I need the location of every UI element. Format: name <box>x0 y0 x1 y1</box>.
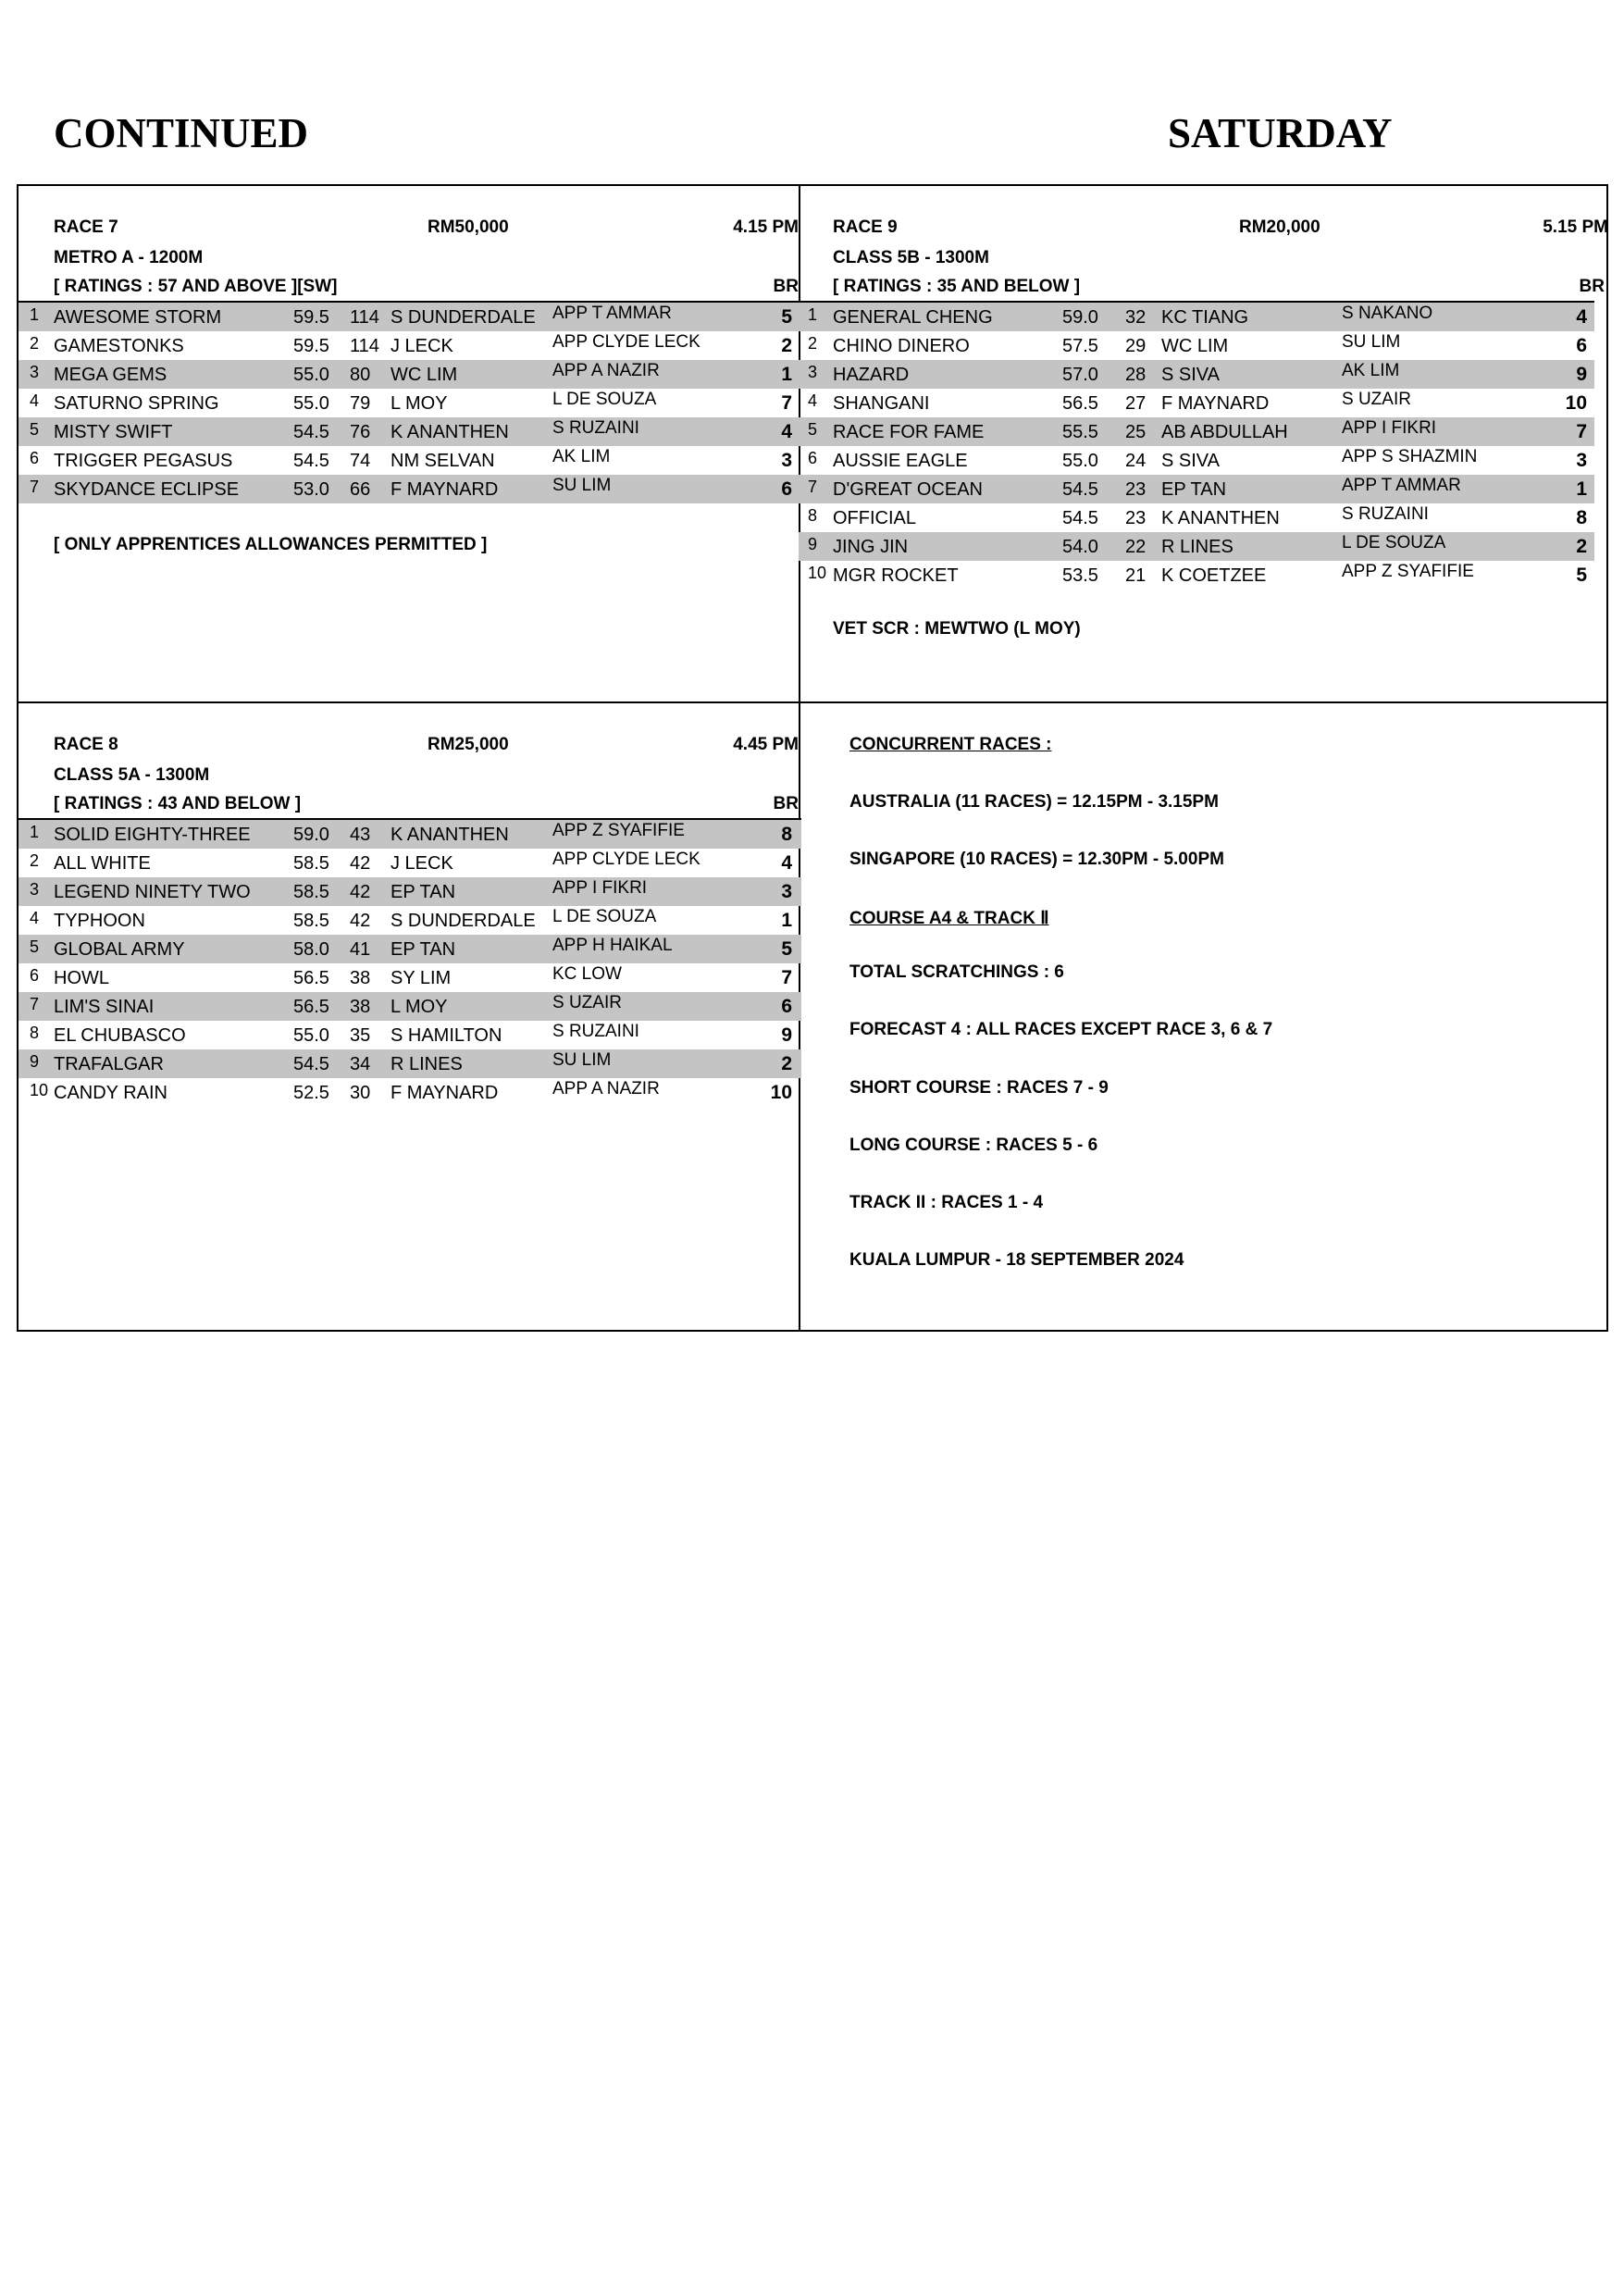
horse-name: MEGA GEMS <box>54 365 167 385</box>
horse-name: OFFICIAL <box>833 508 917 528</box>
jockey: R LINES <box>1161 537 1233 557</box>
barrier-header: BR <box>773 794 799 813</box>
track-info: TRACK II : RACES 1 - 4 <box>849 1193 1044 1212</box>
weight: 58.0 <box>293 939 329 960</box>
jockey: S HAMILTON <box>391 1025 502 1046</box>
entry-number: 2 <box>30 851 40 870</box>
weight: 56.5 <box>1062 393 1098 414</box>
barrier: 1 <box>1576 478 1587 500</box>
race-prize: RM20,000 <box>1239 217 1320 237</box>
entry-number: 6 <box>808 449 818 467</box>
horse-name: D'GREAT OCEAN <box>833 479 983 500</box>
trainer: APP I FIKRI <box>1342 418 1437 438</box>
horse-name: CANDY RAIN <box>54 1083 167 1103</box>
weight: 52.5 <box>293 1083 329 1103</box>
weight: 57.5 <box>1062 336 1098 356</box>
rating: 23 <box>1125 508 1147 528</box>
barrier: 7 <box>1576 421 1587 442</box>
meeting-info-panel <box>800 703 1608 1332</box>
barrier: 1 <box>781 364 792 385</box>
rating: 66 <box>350 479 371 500</box>
trainer: SU LIM <box>552 1050 612 1070</box>
horse-name: JING JIN <box>833 537 909 557</box>
barrier: 4 <box>781 852 792 874</box>
trainer: SU LIM <box>552 476 612 495</box>
entry-row <box>19 877 801 906</box>
race-ratings: [ RATINGS : 35 AND BELOW ] <box>833 277 1081 296</box>
weight: 58.5 <box>293 911 329 931</box>
horse-name: AUSSIE EAGLE <box>833 451 968 471</box>
barrier: 3 <box>1576 450 1587 471</box>
jockey: F MAYNARD <box>391 479 499 500</box>
jockey: WC LIM <box>1161 336 1229 356</box>
rating: 38 <box>350 968 371 988</box>
race-ratings: [ RATINGS : 43 AND BELOW ] <box>54 794 302 813</box>
barrier: 10 <box>1565 392 1587 414</box>
barrier: 5 <box>781 306 792 328</box>
entry-row <box>19 818 801 849</box>
weight: 58.5 <box>293 882 329 902</box>
entry-number: 5 <box>30 420 40 439</box>
entry-row <box>799 532 1594 561</box>
weight: 59.5 <box>293 336 329 356</box>
entry-row <box>19 1049 801 1078</box>
short-course-info: SHORT COURSE : RACES 7 - 9 <box>849 1078 1109 1098</box>
entries-list <box>799 301 1594 590</box>
rating: 114 <box>350 307 379 328</box>
total-scratchings: TOTAL SCRATCHINGS : 6 <box>849 962 1064 982</box>
jockey: KC TIANG <box>1161 307 1249 328</box>
race-ratings: [ RATINGS : 57 AND ABOVE ][SW] <box>54 277 338 296</box>
trainer: APP I FIKRI <box>552 878 648 898</box>
trainer: APP A NAZIR <box>552 361 660 380</box>
entry-number: 8 <box>30 1024 40 1042</box>
rating: 42 <box>350 853 371 874</box>
race-time: 5.15 PM <box>1543 217 1608 237</box>
rating: 79 <box>350 393 371 414</box>
jockey: EP TAN <box>391 939 456 960</box>
jockey: L MOY <box>391 393 448 414</box>
entry-row <box>19 992 801 1021</box>
entry-row <box>799 503 1594 532</box>
weight: 54.5 <box>293 1054 329 1074</box>
entry-row <box>799 301 1594 331</box>
weight: 59.0 <box>1062 307 1098 328</box>
barrier-header: BR <box>1579 277 1605 296</box>
race-class: CLASS 5A - 1300M <box>54 765 210 785</box>
trainer: APP CLYDE LECK <box>552 850 700 869</box>
trainer: L DE SOUZA <box>552 390 657 409</box>
race-8-panel <box>19 703 799 1332</box>
entry-number: 2 <box>808 334 818 353</box>
rating: 34 <box>350 1054 371 1074</box>
horse-name: TRIGGER PEGASUS <box>54 451 233 471</box>
rating: 35 <box>350 1025 371 1046</box>
trainer: SU LIM <box>1342 332 1401 352</box>
trainer: KC LOW <box>552 964 622 984</box>
jockey: F MAYNARD <box>1161 393 1270 414</box>
entry-number: 10 <box>808 564 827 582</box>
concurrent-races-heading: CONCURRENT RACES : <box>849 735 1052 754</box>
rating: 27 <box>1125 393 1147 414</box>
weight: 59.0 <box>293 825 329 845</box>
horse-name: RACE FOR FAME <box>833 422 985 442</box>
horse-name: AWESOME STORM <box>54 307 222 328</box>
barrier: 9 <box>781 1024 792 1046</box>
entry-row <box>799 360 1594 389</box>
trainer: L DE SOUZA <box>1342 533 1446 552</box>
weight: 55.0 <box>293 393 329 414</box>
course-track: COURSE A4 & TRACK Ⅱ <box>849 909 1049 928</box>
venue-date: KUALA LUMPUR - 18 SEPTEMBER 2024 <box>849 1250 1184 1270</box>
trainer: APP CLYDE LECK <box>552 332 700 352</box>
race-note: VET SCR : MEWTWO (L MOY) <box>833 619 1081 639</box>
entry-row <box>799 417 1594 446</box>
jockey: AB ABDULLAH <box>1161 422 1288 442</box>
entry-number: 3 <box>808 363 818 381</box>
trainer: S NAKANO <box>1342 304 1433 323</box>
entry-row <box>19 389 801 417</box>
entry-row <box>19 417 801 446</box>
entry-number: 4 <box>808 391 818 410</box>
rating: 41 <box>350 939 371 960</box>
rating: 32 <box>1125 307 1147 328</box>
entry-number: 1 <box>808 305 818 324</box>
jockey: EP TAN <box>391 882 456 902</box>
horse-name: ALL WHITE <box>54 853 151 874</box>
barrier: 4 <box>781 421 792 442</box>
entry-number: 7 <box>30 995 40 1013</box>
singapore-races: SINGAPORE (10 RACES) = 12.30PM - 5.00PM <box>849 850 1224 869</box>
rating: 42 <box>350 911 371 931</box>
jockey: S SIVA <box>1161 451 1220 471</box>
trainer: APP Z SYAFIFIE <box>552 821 685 840</box>
jockey: L MOY <box>391 997 448 1017</box>
entry-number: 9 <box>808 535 818 553</box>
jockey: S DUNDERDALE <box>391 911 536 931</box>
entry-number: 1 <box>30 823 40 841</box>
entry-row <box>19 935 801 963</box>
barrier: 2 <box>781 1053 792 1074</box>
horse-name: EL CHUBASCO <box>54 1025 186 1046</box>
race-class: CLASS 5B - 1300M <box>833 248 989 267</box>
rating: 23 <box>1125 479 1147 500</box>
race-note: [ ONLY APPRENTICES ALLOWANCES PERMITTED ] <box>54 535 488 554</box>
horse-name: HOWL <box>54 968 109 988</box>
rating: 21 <box>1125 565 1147 586</box>
entry-number: 4 <box>30 391 40 410</box>
trainer: APP Z SYAFIFIE <box>1342 562 1474 581</box>
entry-row <box>19 1078 801 1107</box>
entry-number: 7 <box>808 478 818 496</box>
weight: 53.5 <box>1062 565 1098 586</box>
jockey: EP TAN <box>1161 479 1227 500</box>
horse-name: SATURNO SPRING <box>54 393 219 414</box>
jockey: K ANANTHEN <box>1161 508 1280 528</box>
barrier: 2 <box>781 335 792 356</box>
australia-races: AUSTRALIA (11 RACES) = 12.15PM - 3.15PM <box>849 792 1219 812</box>
entry-number: 1 <box>30 305 40 324</box>
trainer: L DE SOUZA <box>552 907 657 926</box>
rating: 43 <box>350 825 371 845</box>
race-title: RACE 8 <box>54 735 118 754</box>
entry-number: 5 <box>30 937 40 956</box>
entry-row <box>799 389 1594 417</box>
rating: 24 <box>1125 451 1147 471</box>
weight: 55.0 <box>1062 451 1098 471</box>
horse-name: SOLID EIGHTY-THREE <box>54 825 251 845</box>
weight: 57.0 <box>1062 365 1098 385</box>
rating: 38 <box>350 997 371 1017</box>
race-title: RACE 9 <box>833 217 898 237</box>
horse-name: LEGEND NINETY TWO <box>54 882 251 902</box>
trainer: APP T AMMAR <box>552 304 672 323</box>
jockey: F MAYNARD <box>391 1083 499 1103</box>
weight: 58.5 <box>293 853 329 874</box>
entry-row <box>799 331 1594 360</box>
barrier: 6 <box>781 996 792 1017</box>
weight: 54.0 <box>1062 537 1098 557</box>
weight: 54.5 <box>1062 479 1098 500</box>
entry-row <box>19 331 801 360</box>
long-course-info: LONG COURSE : RACES 5 - 6 <box>849 1136 1098 1155</box>
barrier: 7 <box>781 392 792 414</box>
weight: 59.5 <box>293 307 329 328</box>
weight: 54.5 <box>293 422 329 442</box>
trainer: APP T AMMAR <box>1342 476 1461 495</box>
trainer: S RUZAINI <box>552 1022 639 1041</box>
trainer: AK LIM <box>1342 361 1400 380</box>
weight: 54.5 <box>293 451 329 471</box>
barrier: 5 <box>781 938 792 960</box>
race-class: METRO A - 1200M <box>54 248 204 267</box>
barrier: 1 <box>781 910 792 931</box>
weight: 55.0 <box>293 365 329 385</box>
entry-number: 3 <box>30 880 40 899</box>
jockey: S SIVA <box>1161 365 1220 385</box>
header-day: SATURDAY <box>1168 110 1393 156</box>
horse-name: GAMESTONKS <box>54 336 184 356</box>
trainer: S UZAIR <box>552 993 622 1012</box>
barrier: 6 <box>1576 335 1587 356</box>
entry-row <box>19 906 801 935</box>
horse-name: MGR ROCKET <box>833 565 959 586</box>
horse-name: SKYDANCE ECLIPSE <box>54 479 240 500</box>
jockey: SY LIM <box>391 968 452 988</box>
entry-row <box>19 301 801 331</box>
trainer: S UZAIR <box>1342 390 1411 409</box>
entry-number: 6 <box>30 966 40 985</box>
rating: 80 <box>350 365 371 385</box>
header-continued: CONTINUED <box>54 110 309 156</box>
jockey: J LECK <box>391 336 453 356</box>
entry-number: 4 <box>30 909 40 927</box>
entry-row <box>19 963 801 992</box>
barrier: 8 <box>1576 507 1587 528</box>
jockey: NM SELVAN <box>391 451 495 471</box>
jockey: R LINES <box>391 1054 463 1074</box>
barrier: 2 <box>1576 536 1587 557</box>
jockey: K ANANTHEN <box>391 422 509 442</box>
entry-number: 9 <box>30 1052 40 1071</box>
trainer: AK LIM <box>552 447 611 466</box>
weight: 55.0 <box>293 1025 329 1046</box>
horse-name: GENERAL CHENG <box>833 307 993 328</box>
horse-name: SHANGANI <box>833 393 930 414</box>
entries-list <box>19 301 801 503</box>
horse-name: GLOBAL ARMY <box>54 939 185 960</box>
entry-number: 3 <box>30 363 40 381</box>
race-card-grid <box>17 184 1608 1332</box>
entry-row <box>19 849 801 877</box>
weight: 56.5 <box>293 997 329 1017</box>
race-prize: RM25,000 <box>428 735 509 754</box>
horse-name: TYPHOON <box>54 911 145 931</box>
barrier: 10 <box>770 1082 792 1103</box>
trainer: APP H HAIKAL <box>552 936 673 955</box>
rating: 76 <box>350 422 371 442</box>
jockey: K ANANTHEN <box>391 825 509 845</box>
entry-number: 6 <box>30 449 40 467</box>
barrier: 4 <box>1576 306 1587 328</box>
entry-row <box>19 360 801 389</box>
trainer: APP S SHAZMIN <box>1342 447 1478 466</box>
rating: 25 <box>1125 422 1147 442</box>
weight: 54.5 <box>1062 508 1098 528</box>
entry-row <box>19 1021 801 1049</box>
jockey: S DUNDERDALE <box>391 307 536 328</box>
entry-row <box>19 475 801 503</box>
trainer: S RUZAINI <box>1342 504 1429 524</box>
entry-row <box>799 475 1594 503</box>
race-7-panel <box>19 186 799 701</box>
barrier: 7 <box>781 967 792 988</box>
jockey: J LECK <box>391 853 453 874</box>
entry-row <box>799 561 1594 590</box>
rating: 42 <box>350 882 371 902</box>
entries-list <box>19 818 801 1107</box>
weight: 55.5 <box>1062 422 1098 442</box>
entry-row <box>19 446 801 475</box>
rating: 114 <box>350 336 379 356</box>
forecast-info: FORECAST 4 : ALL RACES EXCEPT RACE 3, 6 & 7 <box>849 1020 1273 1039</box>
rating: 29 <box>1125 336 1147 356</box>
entry-number: 5 <box>808 420 818 439</box>
entry-row <box>799 446 1594 475</box>
barrier: 8 <box>781 824 792 845</box>
race-prize: RM50,000 <box>428 217 509 237</box>
trainer: APP A NAZIR <box>552 1079 660 1098</box>
barrier: 6 <box>781 478 792 500</box>
rating: 30 <box>350 1083 371 1103</box>
horse-name: LIM'S SINAI <box>54 997 155 1017</box>
barrier: 3 <box>781 881 792 902</box>
barrier: 3 <box>781 450 792 471</box>
horse-name: MISTY SWIFT <box>54 422 173 442</box>
race-time: 4.15 PM <box>733 217 799 237</box>
entry-number: 8 <box>808 506 818 525</box>
jockey: K COETZEE <box>1161 565 1267 586</box>
entry-number: 10 <box>30 1081 49 1099</box>
rating: 28 <box>1125 365 1147 385</box>
race-time: 4.45 PM <box>733 735 799 754</box>
weight: 56.5 <box>293 968 329 988</box>
horse-name: TRAFALGAR <box>54 1054 164 1074</box>
entry-number: 2 <box>30 334 40 353</box>
race-9-panel <box>800 186 1608 701</box>
rating: 22 <box>1125 537 1147 557</box>
barrier: 9 <box>1576 364 1587 385</box>
barrier-header: BR <box>773 277 799 296</box>
race-title: RACE 7 <box>54 217 118 237</box>
horse-name: HAZARD <box>833 365 910 385</box>
jockey: WC LIM <box>391 365 458 385</box>
rating: 74 <box>350 451 371 471</box>
horse-name: CHINO DINERO <box>833 336 970 356</box>
entry-number: 7 <box>30 478 40 496</box>
trainer: S RUZAINI <box>552 418 639 438</box>
barrier: 5 <box>1576 565 1587 586</box>
weight: 53.0 <box>293 479 329 500</box>
